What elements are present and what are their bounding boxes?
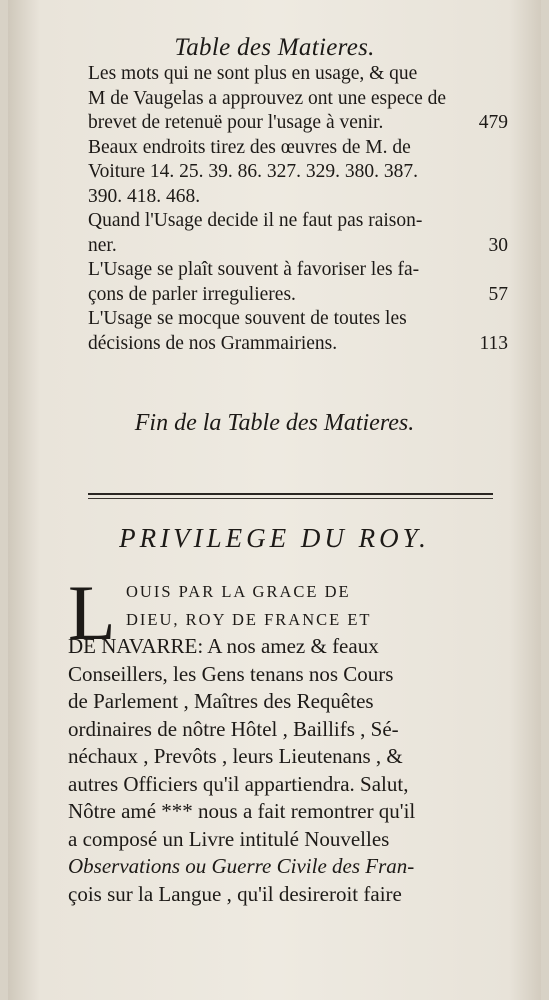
drop-cap: L xyxy=(68,569,116,656)
toc-line: 390. 418. 468. xyxy=(88,185,201,207)
toc-line: L'Usage se mocque souvent de toutes les xyxy=(88,308,407,329)
toc-line: L'Usage se plaît souvent à favoriser les fa- xyxy=(88,259,420,280)
text-line: de Parlement , Maîtres des Requêtes xyxy=(68,689,374,713)
rule-thick xyxy=(88,493,493,495)
privilege-title: PRIVILEGE DU ROY. xyxy=(119,523,430,553)
text-line: OUIS PAR LA GRACE DE xyxy=(126,582,351,601)
toc-line: Beaux endroits tirez des œuvres de M. de xyxy=(88,136,411,158)
text-line: autres Officiers qu'il appartiendra. Salut, xyxy=(68,771,409,796)
toc-line: brevet de retenuë pour l'usage à venir. 479 xyxy=(88,112,508,133)
toc-line: Les mots qui ne sont plus en usage, & que xyxy=(88,63,418,84)
rule-thin xyxy=(88,498,493,499)
table-of-contents xyxy=(88,62,508,356)
toc-line: çons de parler irregulieres. 57 xyxy=(88,283,508,305)
running-header: Table des Matieres. xyxy=(174,34,375,61)
text-line: DE NAVARRE: A nos amez & feaux xyxy=(68,634,379,658)
book-page xyxy=(8,0,541,1000)
toc-line: Quand l'Usage decide il ne faut pas raison- xyxy=(88,210,423,231)
text-line: Conseillers, les Gens tenans nos Cours xyxy=(68,661,394,686)
text-line: Observations ou Guerre Civile des Fran- xyxy=(68,854,415,878)
text-line: çois sur la Langue , qu'il desireroit faire xyxy=(68,881,402,906)
privilege-text xyxy=(68,569,498,908)
text-line: DIEU, ROY DE FRANCE ET xyxy=(126,609,372,629)
toc-line: Voiture 14. 25. 39. 86. 327. 329. 380. 387. xyxy=(88,161,419,182)
text-line: Nôtre amé *** nous a fait remontrer qu'il xyxy=(68,799,416,823)
end-of-table-note: Fin de la Table des Matieres. xyxy=(134,410,415,436)
text-line: ordinaires de nôtre Hôtel , Baillifs , Sé- xyxy=(68,716,399,741)
toc-line: décisions de nos Grammairiens. 113 xyxy=(88,332,508,354)
double-rule-divider xyxy=(88,493,493,502)
toc-line: ner. 30 xyxy=(88,234,508,256)
text-line: néchaux , Prevôts , leurs Lieutenans , & xyxy=(68,744,403,768)
text-line: a composé un Livre intitulé Nouvelles xyxy=(68,826,390,851)
toc-line: M de Vaugelas a approuvez ont une espece de xyxy=(88,87,447,109)
